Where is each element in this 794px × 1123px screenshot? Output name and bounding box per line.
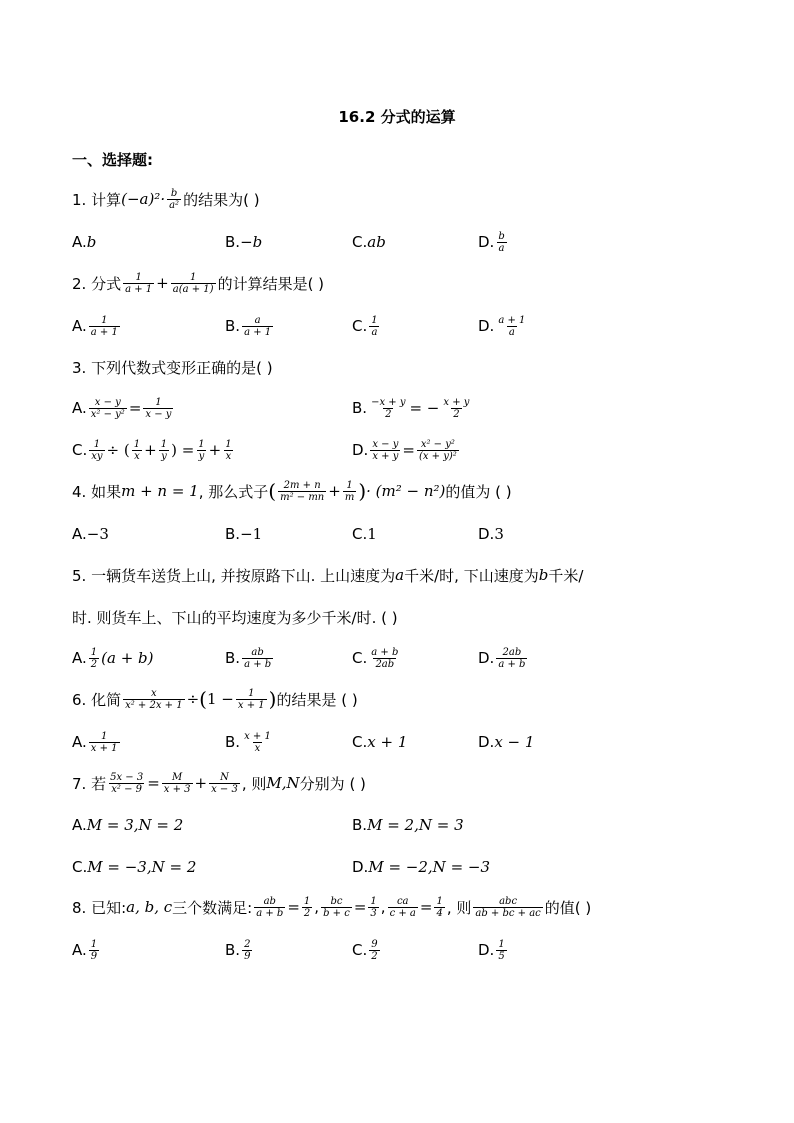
option-frac — [242, 731, 273, 754]
frac-den: a — [508, 326, 515, 338]
q5-line1b: 千米/时, 下山速度为 — [404, 566, 539, 585]
q3-option-d[interactable] — [352, 433, 461, 467]
q7-vars: M,N — [266, 774, 300, 792]
q6-frac-2 — [236, 688, 267, 711]
q1-option-b[interactable] — [225, 225, 262, 259]
q1-tail: 的结果为( ) — [183, 190, 260, 209]
option-frac — [242, 647, 273, 670]
frac-den: 2 — [371, 950, 378, 962]
comma-then: , 则 — [446, 898, 472, 917]
q8-frac-3 — [388, 896, 418, 919]
frac-den: 4 — [436, 907, 443, 919]
option-label: D. — [352, 441, 369, 459]
q8-option-d[interactable] — [478, 933, 509, 967]
option-value: −1 — [240, 525, 263, 543]
q8-frac-4 — [473, 896, 542, 919]
frac-num: 1 — [100, 730, 108, 742]
frac-num: 1 — [198, 438, 205, 450]
frac-num: 9 — [371, 938, 378, 950]
option-frac — [89, 315, 120, 338]
option-label: A. — [72, 317, 87, 335]
frac-num: ab — [263, 895, 276, 907]
q4-condition: m + n = 1 — [121, 482, 199, 500]
option-label: B. — [225, 941, 241, 959]
frac-num: a + 1 — [498, 314, 526, 326]
q4-option-a[interactable] — [72, 517, 109, 551]
frac-num: 1 — [133, 438, 141, 450]
equals-sign: = — [402, 441, 415, 459]
q5-option-d[interactable] — [478, 641, 529, 675]
option-frac — [370, 439, 400, 462]
q4-option-b[interactable] — [225, 517, 262, 551]
frac-den: 5 — [498, 950, 505, 962]
q6-option-a[interactable] — [72, 725, 122, 759]
option-label: A. — [72, 525, 87, 543]
option-frac — [159, 439, 169, 462]
q6-option-d[interactable] — [478, 725, 534, 759]
option-value: −3 — [86, 525, 109, 543]
q6-tail: 的结果是 ( ) — [276, 690, 358, 709]
frac-den: x + 1 — [90, 742, 118, 754]
q2-option-a[interactable] — [72, 309, 122, 343]
q5-var-b: b — [538, 566, 549, 584]
q4-option-d[interactable] — [478, 517, 504, 551]
frac-den: 3 — [370, 907, 377, 919]
option-label: D. — [478, 525, 495, 543]
q5-option-a[interactable] — [72, 641, 154, 675]
frac-den: x + 3 — [163, 783, 191, 795]
frac-den: x − y — [145, 408, 172, 420]
option-frac — [242, 315, 273, 338]
q7-frac-2 — [162, 772, 193, 795]
frac-den: x — [134, 450, 140, 462]
option-frac — [496, 939, 506, 962]
option-label: C. — [352, 525, 368, 543]
option-value: −b — [240, 233, 263, 251]
option-frac — [417, 439, 459, 462]
equals-sign: = — [128, 399, 142, 417]
frac-den: 2 — [303, 907, 311, 919]
q8-option-c[interactable] — [352, 933, 382, 967]
q7-frac-1 — [108, 772, 145, 795]
option-value: ab — [367, 233, 386, 251]
q7-option-d[interactable] — [352, 850, 490, 884]
question-3 — [72, 351, 273, 383]
q3-option-a[interactable] — [72, 391, 175, 425]
frac-den: x − 3 — [211, 783, 238, 795]
option-label: B. — [225, 317, 241, 335]
question-2 — [72, 267, 324, 299]
frac-num: 1 — [303, 895, 311, 907]
q5-option-c[interactable] — [352, 641, 402, 675]
option-label: A. — [72, 941, 87, 959]
question-7 — [72, 767, 366, 799]
equals-sign: = — [419, 898, 433, 916]
frac-num: b — [170, 187, 178, 199]
equals-sign: = — [147, 774, 160, 792]
option-label: A. — [72, 816, 87, 834]
option-frac — [89, 397, 127, 420]
option-label: D. — [478, 941, 495, 959]
option-value: b — [86, 233, 97, 251]
option-frac — [223, 439, 233, 462]
frac-num: x + 1 — [244, 730, 271, 742]
comma: , — [380, 898, 386, 916]
q8-tail: 的值( ) — [544, 898, 592, 917]
q3-option-c[interactable] — [72, 433, 236, 467]
option-value: M = 2,N = 3 — [367, 816, 464, 834]
q6-one-minus: 1 − — [206, 690, 234, 708]
q8-vars: a, b, c — [126, 898, 173, 916]
right-paren: ) — [268, 687, 277, 711]
option-label: A. — [72, 399, 87, 417]
q8-frac-v2 — [368, 896, 378, 919]
frac-num: 1 — [225, 438, 232, 450]
divide-sign: ÷ — [186, 690, 200, 708]
option-label: D. — [478, 233, 495, 251]
q5-var-a: a — [395, 566, 405, 584]
q3-stem: 3. 下列代数式变形正确的是( ) — [72, 358, 273, 377]
option-frac — [89, 647, 99, 670]
frac-num: a — [254, 314, 261, 326]
frac-num: abc — [499, 895, 518, 907]
frac-num: 1 — [155, 396, 162, 408]
q6-option-b[interactable] — [225, 725, 275, 759]
q6-stem: 6. 化简 — [72, 690, 122, 709]
option-label: C. — [72, 441, 88, 459]
frac-num: M — [172, 771, 183, 783]
frac-num: −x + y — [371, 396, 406, 408]
frac-num: 2ab — [502, 646, 522, 658]
q8-frac-2 — [321, 896, 352, 919]
frac-num: 1 — [371, 314, 378, 326]
option-frac — [496, 647, 527, 670]
option-label: D. — [478, 649, 495, 667]
option-frac — [143, 397, 173, 420]
q7-option-c[interactable] — [72, 850, 196, 884]
question-5-line-2 — [72, 601, 398, 633]
q2-frac-1 — [123, 272, 154, 295]
option-value: 3 — [494, 525, 504, 543]
option-frac — [242, 939, 252, 962]
frac-den: x — [254, 742, 261, 754]
plus-sign: + — [194, 774, 208, 792]
frac-den: a² — [169, 199, 180, 211]
page-title: 16.2 分式的运算 — [338, 108, 456, 126]
frac-den: a + 1 — [90, 326, 118, 338]
option-frac — [441, 397, 471, 420]
plus-sign: + — [208, 441, 222, 459]
section-heading: 一、选择题: — [72, 151, 153, 169]
frac-num: 1 — [135, 271, 142, 283]
comma: , — [314, 898, 320, 916]
frac-den: a + 1 — [244, 326, 272, 338]
q3-option-b[interactable] — [352, 391, 473, 425]
frac-den: a + b — [256, 907, 284, 919]
equals-sign: ) = — [171, 441, 195, 459]
option-label: D. — [478, 733, 495, 751]
option-label: A. — [72, 733, 87, 751]
option-frac — [369, 939, 379, 962]
q5-line1: 5. 一辆货车送货上山, 并按原路下山. 上山速度为 — [72, 566, 396, 585]
option-frac — [369, 397, 407, 420]
q2-option-b[interactable] — [225, 309, 275, 343]
frac-den: x + 1 — [237, 699, 265, 711]
option-label: C. — [352, 649, 368, 667]
option-value: M = −2,N = −3 — [368, 858, 491, 876]
frac-num: ca — [396, 895, 409, 907]
option-frac — [369, 315, 379, 338]
option-label: C. — [352, 233, 368, 251]
q1-expr: (−a)²· — [121, 190, 166, 208]
option-frac — [196, 439, 206, 462]
option-label: A. — [72, 649, 87, 667]
q8-frac-1 — [254, 896, 285, 919]
frac-den: a(a + 1) — [172, 283, 214, 295]
option-value: x − 1 — [494, 733, 535, 751]
q1-option-c[interactable] — [352, 225, 386, 259]
frac-den: x — [225, 450, 232, 462]
frac-num: N — [220, 771, 229, 783]
divide-sign: ÷ ( — [106, 441, 130, 459]
frac-den: c + a — [389, 907, 416, 919]
q4-frac-2 — [343, 480, 356, 503]
option-label: A. — [72, 233, 87, 251]
frac-num: x + y — [443, 396, 470, 408]
option-frac — [89, 939, 99, 962]
option-value: M = 3,N = 2 — [86, 816, 184, 834]
equals-sign: = − — [409, 399, 440, 417]
option-label: C. — [72, 858, 88, 876]
q2-option-c[interactable] — [352, 309, 382, 343]
option-frac — [132, 439, 142, 462]
option-label: B. — [225, 649, 241, 667]
frac-den: (x + y)² — [418, 450, 457, 462]
q8-stem: 8. 已知: — [72, 898, 127, 917]
q2-option-d[interactable] — [478, 309, 529, 343]
frac-den: 2ab — [375, 658, 395, 670]
q5-option-b[interactable] — [225, 641, 275, 675]
option-value: 1 — [367, 525, 377, 543]
q2-frac-2 — [171, 272, 216, 295]
frac-den: a — [371, 326, 378, 338]
option-label: C. — [352, 733, 368, 751]
q1-frac — [167, 188, 181, 211]
q2-plus: + — [156, 274, 169, 292]
q5-line2: 时. 则货车上、下山的平均速度为多少千米/时. ( ) — [72, 608, 398, 627]
q7-option-a[interactable] — [72, 808, 183, 842]
option-value: M = −3,N = 2 — [87, 858, 197, 876]
q1-option-a[interactable] — [72, 225, 96, 259]
option-value: (a + b) — [101, 649, 154, 667]
q4-mid: , 那么式子 — [198, 482, 269, 501]
frac-num: 2m + n — [283, 479, 321, 491]
plus-sign: + — [144, 441, 157, 459]
frac-num: 1 — [498, 938, 505, 950]
plus-sign: + — [328, 482, 341, 500]
q8-frac-v3 — [434, 896, 444, 919]
frac-num: 5x − 3 — [110, 771, 144, 783]
equals-sign: = — [353, 898, 367, 916]
q7-mid: , 则 — [241, 774, 267, 793]
frac-num: 1 — [248, 687, 255, 699]
frac-num: 1 — [189, 271, 197, 283]
option-label: B. — [225, 733, 241, 751]
q1-option-d[interactable] — [478, 225, 509, 259]
q7-stem: 7. 若 — [72, 774, 107, 793]
left-paren: ( — [268, 479, 277, 503]
frac-num: 2 — [244, 938, 251, 950]
frac-num: 1 — [346, 479, 353, 491]
q2-tail: 的计算结果是( ) — [217, 274, 325, 293]
option-frac — [89, 731, 120, 754]
q7-tail: 分别为 ( ) — [299, 774, 366, 793]
option-frac — [369, 647, 400, 670]
frac-den: xy — [91, 450, 103, 462]
frac-den: a — [498, 242, 505, 254]
option-frac — [496, 315, 527, 338]
q7-frac-3 — [209, 772, 240, 795]
q1-stem: 1. 计算 — [72, 190, 122, 209]
frac-den: m² − mn — [280, 491, 325, 503]
q4-option-c[interactable] — [352, 517, 377, 551]
frac-num: bc — [330, 895, 343, 907]
option-frac — [89, 439, 104, 462]
frac-num: 1 — [90, 938, 98, 950]
frac-den: 2 — [385, 408, 392, 420]
option-label: B. — [352, 816, 368, 834]
frac-num: x − y — [372, 438, 399, 450]
q4-tail-expr: · (m² − n²) — [366, 482, 446, 500]
question-6 — [72, 683, 358, 715]
frac-num: 1 — [370, 895, 377, 907]
frac-num: 1 — [160, 438, 168, 450]
frac-num: 1 — [93, 438, 101, 450]
option-label: B. — [352, 399, 368, 417]
frac-num: ab — [251, 646, 264, 658]
q8-option-b[interactable] — [225, 933, 254, 967]
frac-den: ab + bc + ac — [475, 907, 541, 919]
option-label: B. — [225, 525, 241, 543]
frac-den: 9 — [244, 950, 251, 962]
option-label: D. — [478, 317, 495, 335]
frac-den: a + 1 — [125, 283, 153, 295]
option-frac — [496, 231, 506, 254]
frac-num: 1 — [101, 314, 108, 326]
left-paren: ( — [199, 687, 207, 711]
q4-frac-1 — [278, 480, 326, 503]
frac-num: a + b — [371, 646, 399, 658]
frac-den: y — [161, 450, 167, 462]
option-label: B. — [225, 233, 241, 251]
right-paren: ) — [358, 479, 367, 503]
question-8 — [72, 891, 591, 923]
q4-tail: 的值为 ( ) — [445, 482, 512, 501]
q7-option-b[interactable] — [352, 808, 464, 842]
frac-den: a + b — [498, 658, 526, 670]
frac-num: 1 — [436, 895, 443, 907]
frac-den: y — [198, 450, 205, 462]
frac-den: x² − y² — [90, 408, 125, 420]
q5-line1c: 千米/ — [548, 566, 584, 585]
equals-sign: = — [287, 898, 300, 916]
q6-frac-1 — [123, 688, 185, 711]
frac-den: 9 — [90, 950, 98, 962]
question-5 — [72, 559, 583, 591]
q8-frac-v1 — [302, 896, 312, 919]
frac-den: b + c — [323, 907, 350, 919]
question-1 — [72, 183, 260, 215]
q8-stem-2: 三个数满足: — [172, 898, 253, 917]
option-label: C. — [352, 317, 368, 335]
option-value: x + 1 — [367, 733, 408, 751]
frac-den: m — [344, 491, 355, 503]
q2-stem: 2. 分式 — [72, 274, 122, 293]
option-label: C. — [352, 941, 368, 959]
frac-den: x + y — [372, 450, 399, 462]
frac-den: 2 — [90, 658, 98, 670]
frac-num: 1 — [90, 646, 98, 658]
q6-option-c[interactable] — [352, 725, 407, 759]
option-label: D. — [352, 858, 369, 876]
frac-den: 2 — [453, 408, 460, 420]
frac-num: x − y — [94, 396, 121, 408]
frac-den: x² − 9 — [111, 783, 143, 795]
frac-num: b — [498, 230, 505, 242]
frac-num: x — [151, 687, 157, 699]
q4-stem: 4. 如果 — [72, 482, 122, 501]
frac-den: a + b — [244, 658, 272, 670]
q8-option-a[interactable] — [72, 933, 101, 967]
frac-num: x² − y² — [420, 438, 455, 450]
question-4 — [72, 475, 512, 507]
frac-den: x² + 2x + 1 — [125, 699, 183, 711]
